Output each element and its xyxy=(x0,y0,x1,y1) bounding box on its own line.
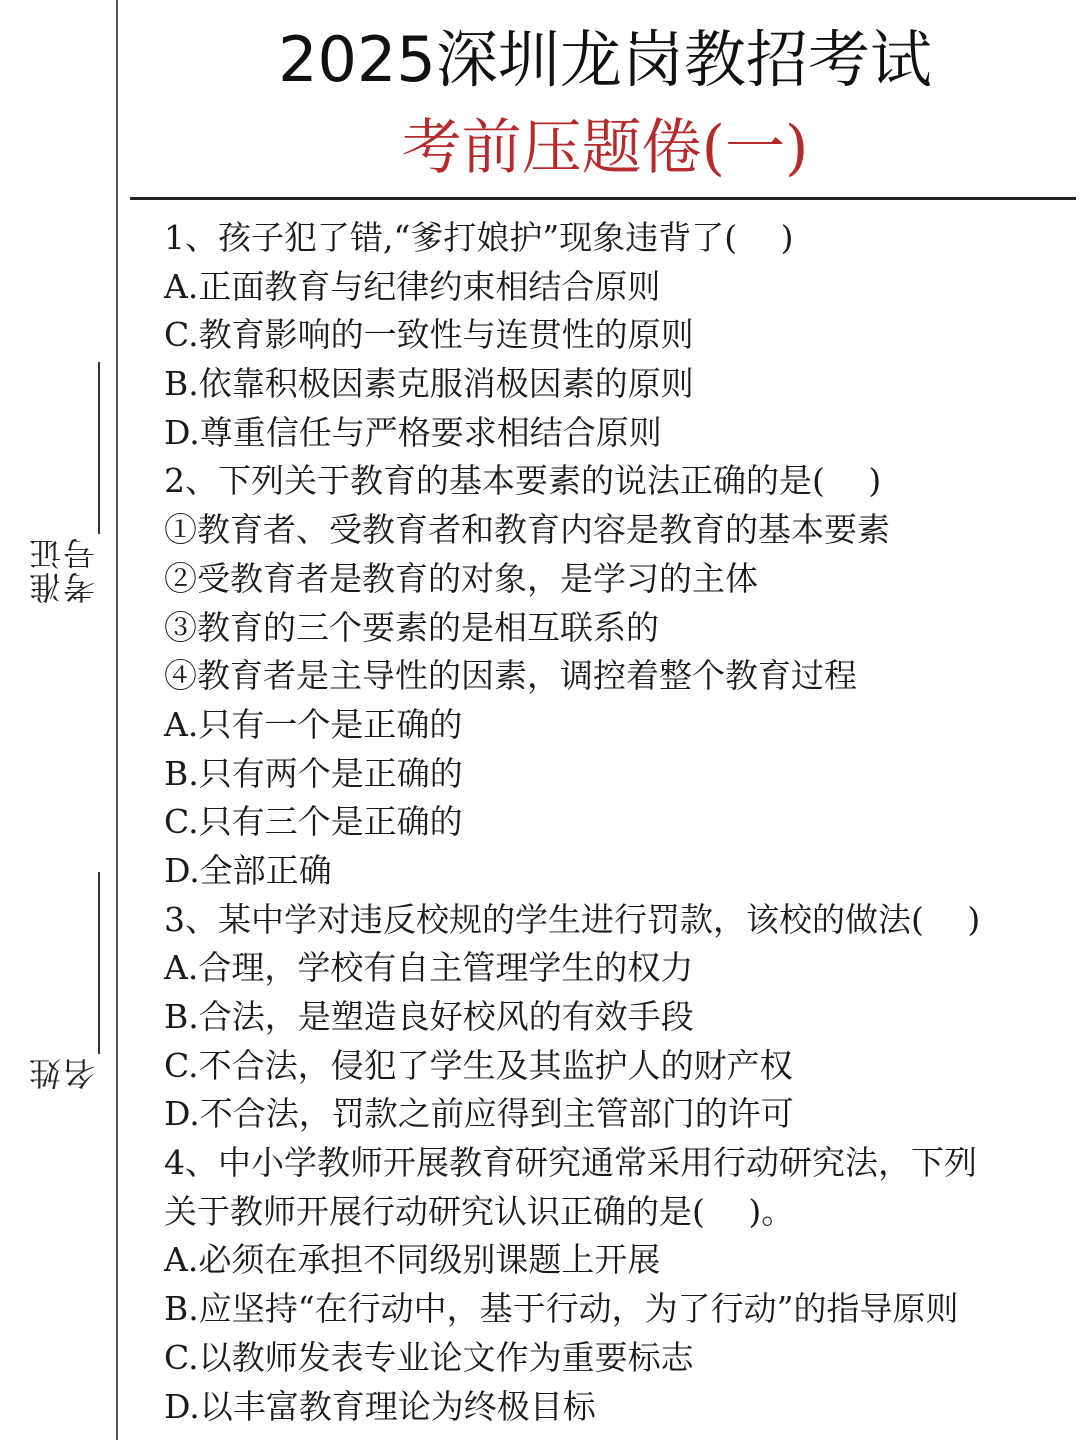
page-title: 2025深圳龙岗教招考试 xyxy=(278,23,932,96)
question-2-statement: ③教育的三个要素的是相互联系的 xyxy=(164,607,659,647)
exam-id-label-col2: 考号 xyxy=(62,536,100,604)
question-4-option: D.以丰富教育理论为终极目标 xyxy=(164,1386,596,1426)
binding-margin-line xyxy=(116,0,118,1440)
exam-id-label-col1: 准证 xyxy=(28,536,66,604)
question-2-stem: 2、下列关于教育的基本要素的说法正确的是( ) xyxy=(164,461,882,501)
question-2-option: B.只有两个是正确的 xyxy=(164,753,463,793)
question-3-option: A.合理，学校有自主管理学生的权力 xyxy=(164,948,694,988)
question-3-option: C.不合法，侵犯了学生及其监护人的财产权 xyxy=(164,1045,793,1085)
question-4-option: A.必须在承担不同级别课题上开展 xyxy=(164,1240,661,1280)
name-field xyxy=(30,1056,98,1090)
question-4-option: C.以教师发表专业论文作为重要标志 xyxy=(164,1337,694,1377)
question-1-option: A.正面教育与纪律约束相结合原则 xyxy=(164,266,661,306)
question-3-option: D.不合法，罚款之前应得到主管部门的许可 xyxy=(164,1094,794,1134)
question-2-option: A.只有一个是正确的 xyxy=(164,704,463,744)
question-2-statement: ①教育者、受教育者和教育内容是教育的基本要素 xyxy=(164,510,890,550)
question-2-statement: ②受教育者是教育的对象，是学习的主体 xyxy=(164,558,758,598)
question-3-option: B.合法，是塑造良好校风的有效手段 xyxy=(164,997,694,1036)
question-4-stem-line2: 关于教师开展行动研究认识正确的是( )。 xyxy=(164,1191,795,1231)
name-label-col2: 名 xyxy=(62,1056,100,1090)
question-1-stem: 1、孩子犯了错,“爹打娘护”现象违背了( ) xyxy=(164,218,794,257)
question-list xyxy=(164,214,1064,1431)
exam-id-field xyxy=(30,536,98,604)
header-divider xyxy=(130,197,1076,200)
question-1-option: B.依靠积极因素克服消极因素的原则 xyxy=(164,364,694,404)
question-2-option: C.只有三个是正确的 xyxy=(164,802,463,842)
exam-id-underline xyxy=(98,362,100,534)
name-label-col1: 姓 xyxy=(28,1056,66,1090)
question-4-stem-line1: 4、中小学教师开展教育研究通常采用行动研究法，下列 xyxy=(164,1143,977,1183)
question-3-stem: 3、某中学对违反校规的学生进行罚款，该校的做法( ) xyxy=(164,899,981,939)
question-2-statement: ④教育者是主导性的因素，调控着整个教育过程 xyxy=(164,656,857,696)
question-2-option: D.全部正确 xyxy=(164,850,332,890)
question-1-option: C.教育影响的一致性与连贯性的原则 xyxy=(164,315,694,355)
page-subtitle: 考前压题倦(一) xyxy=(401,113,809,183)
question-1-option: D.尊重信任与严格要求相结合原则 xyxy=(164,412,662,452)
name-underline xyxy=(98,872,100,1054)
question-4-option: B.应坚持“在行动中，基于行动，为了行动”的指导原则 xyxy=(164,1289,959,1329)
